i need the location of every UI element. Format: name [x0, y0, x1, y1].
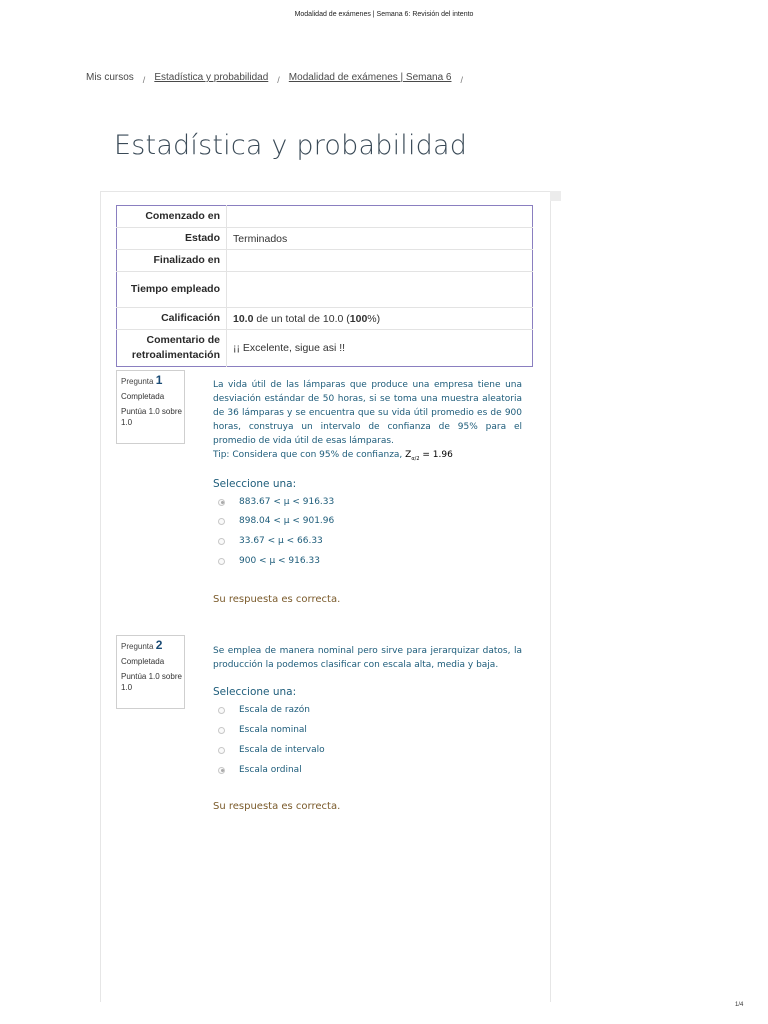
question-score: Puntúa 1.0 sobre 1.0 [121, 672, 182, 692]
question-text: Se emplea de manera nominal pero sirve para jerarquizar datos, la producción la podemos clasificar con escala alta, media y baja. [213, 646, 522, 670]
summary-value [227, 308, 533, 330]
answer-feedback: Su respuesta es correcta. [213, 594, 341, 605]
answer-option[interactable]: 33.67 < μ < 66.33 [218, 536, 323, 546]
breadcrumb-item-course[interactable]: Estadística y probabilidad [154, 72, 269, 83]
answer-option[interactable]: Escala de razón [218, 705, 310, 715]
question-tip: Tip: Considera que con 95% de confianza, $Z_{\alpha/2} = 1.96$ [213, 450, 453, 462]
summary-row-started [117, 206, 533, 228]
summary-row-grade [117, 308, 533, 330]
radio-button[interactable] [218, 538, 225, 545]
summary-value [227, 250, 533, 272]
summary-row-state [117, 228, 533, 250]
summary-value: Terminados [227, 228, 533, 250]
question-number: Pregunta 1 [121, 373, 163, 387]
question-status: Completada [121, 392, 165, 401]
answer-feedback: Su respuesta es correcta. [213, 801, 341, 812]
answer-option[interactable]: Escala nominal [218, 725, 307, 735]
breadcrumb-item-mis-cursos[interactable]: Mis cursos [86, 72, 134, 83]
question-text: La vida útil de las lámparas que produce una empresa tiene una desviación estándar de 50 horas, si se toma una muestra aleatoria de 36 lámparas y se encuentra que su vida útil promedio es de 900 horas, construya un intervalo de confianza de 95% para el promedio de vida útil de esas lámparas. Tip: Considera que con 95% de confianza, $Z_{\alpha/2} = 1.96$ [213, 380, 522, 462]
grade-percent-suffix: %) [367, 312, 381, 325]
answer-option[interactable]: 900 < μ < 916.33 [218, 556, 320, 566]
summary-label: Tiempo empleado [117, 272, 227, 308]
answer-option[interactable]: Escala de intervalo [218, 745, 325, 755]
question-status: Completada [121, 657, 165, 666]
radio-button[interactable] [218, 518, 225, 525]
page-title: Estadística y probabilidad [114, 130, 468, 161]
grade-percent: 100 [349, 312, 368, 325]
radio-button[interactable] [218, 727, 225, 734]
summary-value: ¡¡ Excelente, sigue asi !! [227, 330, 533, 367]
print-header: Modalidad de exámenes | Semana 6: Revisión del intento [294, 11, 474, 18]
breadcrumb-item-quiz[interactable]: Modalidad de exámenes | Semana 6 [288, 72, 452, 83]
summary-label: Calificación [117, 308, 227, 330]
summary-row-time [117, 272, 533, 308]
summary-label: Estado [117, 228, 227, 250]
scrollbar-track[interactable] [550, 191, 561, 201]
summary-row-feedback [117, 330, 533, 367]
radio-button[interactable] [218, 747, 225, 754]
question-info-box [116, 370, 185, 444]
radio-button[interactable] [218, 558, 225, 565]
summary-label: Comentario de retroalimentación [117, 330, 227, 367]
select-one-label: Seleccione una: [213, 686, 297, 698]
radio-button[interactable] [218, 767, 225, 774]
summary-label: Comenzado en [117, 206, 227, 228]
question-score: Puntúa 1.0 sobre 1.0 [121, 407, 182, 427]
breadcrumb-separator: / [277, 74, 280, 85]
summary-value [227, 272, 533, 308]
grade-total: de un total de 10.0 ( [253, 312, 350, 325]
question-info-box [116, 635, 185, 709]
page-number: 1/4 [735, 1002, 744, 1008]
select-one-label: Seleccione una: [213, 478, 297, 490]
radio-button[interactable] [218, 707, 225, 714]
attempt-summary-table [116, 205, 533, 367]
summary-value [227, 206, 533, 228]
breadcrumb-separator: / [142, 74, 146, 85]
answer-option[interactable]: 898.04 < μ < 901.96 [218, 516, 334, 526]
grade-value: 10.0 [233, 312, 254, 325]
answer-option[interactable]: Escala ordinal [218, 765, 302, 775]
radio-button[interactable] [218, 499, 225, 506]
summary-row-finished [117, 250, 533, 272]
breadcrumb [86, 72, 472, 83]
summary-label: Finalizado en [117, 250, 227, 272]
question-number: Pregunta 2 [121, 638, 163, 652]
answer-option[interactable]: 883.67 < μ < 916.33 [218, 497, 334, 507]
breadcrumb-separator: / [460, 74, 464, 85]
